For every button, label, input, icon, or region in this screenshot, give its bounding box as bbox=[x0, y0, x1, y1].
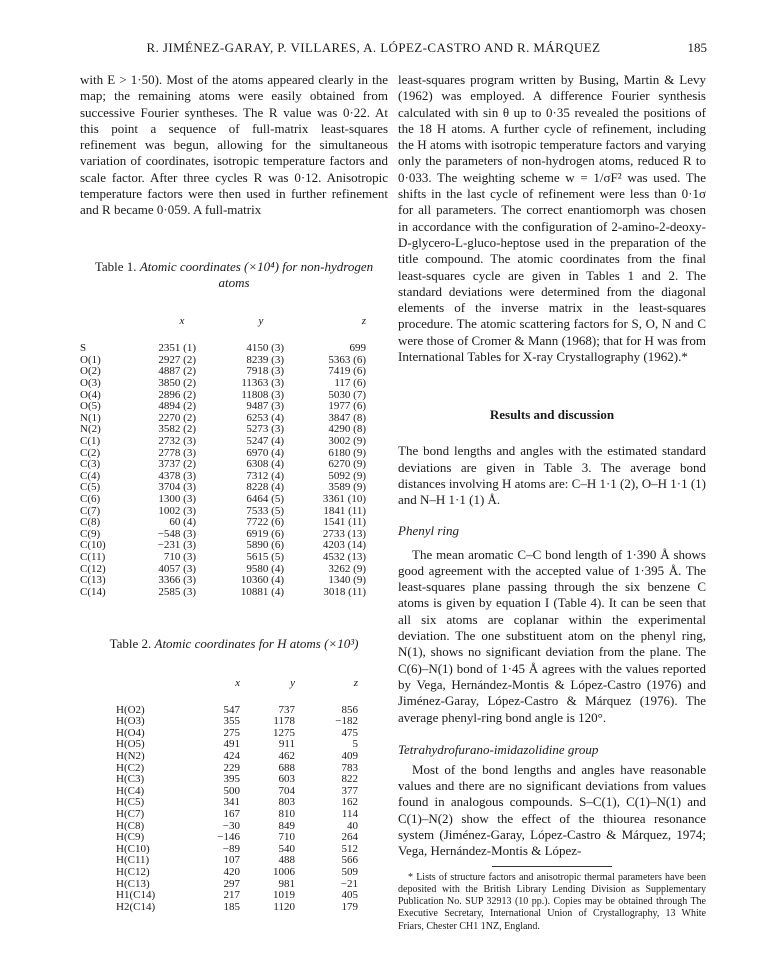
table2-row bbox=[116, 902, 358, 914]
table2-row-cell-atom: H(C8) bbox=[116, 819, 145, 832]
table2-row-cell-y: 704 bbox=[278, 784, 295, 797]
table2-row-cell-y: 849 bbox=[278, 819, 295, 832]
table1-row-cell-x: 60 (4) bbox=[169, 516, 196, 529]
intro-paragraph: with E > 1·50). Most of the atoms appeared clearly in the map; the remaining atoms were easily obtained from successive Fourier syntheses. The R value was 0·22. At this point a sequence of full-matrix least-squares refinement was begun, allowing for the simultaneous variation of coordinates, isotropic temperature factors and scale factor. After three cycles R was 0·12. Anisotropic temperature factors were then used in further refinement and R became 0·059. A full-matrix bbox=[80, 72, 388, 218]
table1-row bbox=[80, 390, 366, 402]
table1-row-cell-atom: O(1) bbox=[80, 353, 101, 366]
table1-row-cell-z: 1977 (6) bbox=[328, 400, 366, 413]
table1-row-cell-atom: N(2) bbox=[80, 423, 101, 436]
table1-row-cell-atom: C(9) bbox=[80, 527, 101, 540]
table2-caption bbox=[80, 636, 388, 652]
table1-row-cell-z: 4532 (13) bbox=[322, 550, 366, 563]
table1-col-x: x bbox=[179, 315, 185, 328]
table1-row-cell-x: 2270 (2) bbox=[158, 411, 196, 424]
table2-row bbox=[116, 809, 358, 821]
table1-row-cell-y: 7722 (6) bbox=[246, 516, 284, 529]
table1-row-cell-y: 8228 (4) bbox=[246, 481, 284, 494]
table2-caption-text: Atomic coordinates for H atoms (×10³) bbox=[154, 636, 359, 652]
table1-row-cell-y: 4150 (3) bbox=[246, 342, 284, 355]
table1-row bbox=[80, 413, 366, 425]
table1-row-cell-y: 6308 (4) bbox=[246, 458, 284, 471]
table2-row-cell-atom: H(O2) bbox=[116, 703, 145, 716]
table1-caption bbox=[80, 259, 388, 292]
table1-row-cell-z: 4290 (8) bbox=[328, 423, 366, 436]
table1-row bbox=[80, 343, 366, 355]
table1-row-cell-z: 4203 (14) bbox=[322, 539, 366, 552]
table1-row-cell-y: 5273 (3) bbox=[246, 423, 284, 436]
table2-row-cell-y: 803 bbox=[278, 796, 295, 809]
table2-h-atom-coordinates bbox=[116, 677, 358, 914]
table2-row-cell-z: 264 bbox=[341, 831, 358, 844]
table2-row-cell-atom: H(C9) bbox=[116, 831, 145, 844]
table2-row-cell-atom: H(O3) bbox=[116, 715, 145, 728]
table2-row-cell-x: 185 bbox=[223, 900, 240, 913]
table1-row-cell-atom: C(6) bbox=[80, 492, 101, 505]
table1-row-cell-y: 10881 (4) bbox=[240, 585, 284, 598]
running-head-authors: R. JIMÉNEZ-GARAY, P. VILLARES, A. LÓPEZ-CASTRO AND R. MÁRQUEZ bbox=[146, 40, 601, 55]
table2-row-cell-atom: H(C7) bbox=[116, 807, 145, 820]
running-header bbox=[80, 40, 707, 58]
table2-row-cell-atom: H(C11) bbox=[116, 854, 150, 867]
table2-row-cell-x: −30 bbox=[222, 819, 240, 832]
table1-row-cell-atom: O(5) bbox=[80, 400, 101, 413]
table1-row-cell-x: 2732 (3) bbox=[158, 435, 196, 448]
table2-row bbox=[116, 751, 358, 763]
table1-row-cell-y: 7312 (4) bbox=[246, 469, 284, 482]
table2-row-cell-y: 462 bbox=[278, 750, 295, 762]
table1-row bbox=[80, 355, 366, 367]
table2-caption-prefix: Table 2. bbox=[109, 636, 152, 652]
table1-row bbox=[80, 436, 366, 448]
table2-row bbox=[116, 832, 358, 844]
table1-row bbox=[80, 587, 366, 599]
table1-row-cell-x: 1002 (3) bbox=[158, 504, 196, 517]
table1-row bbox=[80, 401, 366, 413]
table2-row-cell-z: 509 bbox=[341, 865, 358, 878]
table1-row-cell-y: 10360 (4) bbox=[240, 574, 284, 587]
table2-row-cell-z: 566 bbox=[341, 854, 358, 867]
table1-row-cell-atom: C(11) bbox=[80, 550, 106, 563]
table1-row-cell-atom: C(14) bbox=[80, 585, 106, 598]
table2-row-cell-x: 500 bbox=[223, 784, 240, 797]
table1-row bbox=[80, 459, 366, 471]
table1-row-cell-y: 6919 (6) bbox=[246, 527, 284, 540]
table2-row-cell-z: 179 bbox=[341, 900, 358, 913]
table1-row-cell-atom: C(4) bbox=[80, 469, 101, 482]
table1-row-cell-atom: C(3) bbox=[80, 458, 101, 471]
table2-row-cell-y: 603 bbox=[278, 773, 295, 786]
table1-row-cell-z: 3002 (9) bbox=[328, 435, 366, 448]
table1-row-cell-x: 3704 (3) bbox=[158, 481, 196, 494]
phenyl-ring-paragraph: The mean aromatic C–C bond length of 1·390 Å shows good agreement with the accepted value of 1·395 Å. The least-squares plane passing through the six benzene C atoms is given by equation I (Table 4). It can be seen that all six atoms are coplanar within the experimental deviation. The one substituent atom on the phenyl ring, N(1), shows no significant deviation from the plane. The C(6)–N(1) bond of 1·45 Å agrees with the values reported by Vega, Hernández-Montis & López-Castro (1976) and Jiménez-Garay, López-Castro & Márquez (1976). The average phenyl-ring bond angle is 120°. bbox=[398, 546, 706, 725]
deposition-footnote: * Lists of structure factors and anisotropic thermal parameters have been deposited with the British Library Lending Division as Supplementary Publication No. SUP 32913 (10 pp.). Copies may be obtained through The Executive Secretary, International Union of Crystallography, 13 White Friars, Chester CH1 1NZ, England. bbox=[398, 871, 706, 932]
table1-row-cell-x: 710 (3) bbox=[163, 550, 196, 563]
table2-row-cell-z: −21 bbox=[340, 877, 358, 890]
table1-row-cell-x: 4887 (2) bbox=[158, 365, 196, 378]
table1-row-cell-z: 3589 (9) bbox=[328, 481, 366, 494]
table2-row-cell-y: 1006 bbox=[273, 865, 295, 878]
table1-row-cell-z: 2733 (13) bbox=[322, 527, 366, 540]
table1-row-cell-atom: C(12) bbox=[80, 562, 106, 575]
table2-row-cell-z: 475 bbox=[341, 726, 358, 739]
table1-row-cell-atom: C(5) bbox=[80, 481, 101, 494]
table1-row-cell-x: 4378 (3) bbox=[158, 469, 196, 482]
table2-body bbox=[116, 705, 358, 914]
table2-row-cell-y: 540 bbox=[278, 842, 295, 855]
table1-row-cell-y: 7918 (3) bbox=[246, 365, 284, 378]
table1-row-cell-z: 7419 (6) bbox=[328, 365, 366, 378]
table2-row-cell-x: 355 bbox=[223, 715, 240, 728]
table1-row bbox=[80, 448, 366, 460]
table1-row-cell-z: 3847 (8) bbox=[328, 411, 366, 424]
table1-row-cell-z: 3018 (11) bbox=[323, 585, 366, 598]
table1-row bbox=[80, 366, 366, 378]
table1-row-cell-atom: S bbox=[80, 342, 87, 355]
table1-row-cell-y: 11808 (3) bbox=[241, 388, 284, 401]
table2-row-cell-y: 710 bbox=[278, 831, 295, 844]
table2-row-cell-z: 5 bbox=[352, 738, 358, 751]
table1-row-cell-y: 8239 (3) bbox=[246, 353, 284, 366]
table1-row-cell-x: 2351 (1) bbox=[158, 342, 196, 355]
table2-row-cell-z: 409 bbox=[341, 750, 358, 762]
results-paragraph: The bond lengths and angles with the estimated standard deviations are given in Table 3. The average bond distances involving H atoms are: C–H 1·1 (2), O–H 1·1 (1) and N–H 1·1 (1) Å. bbox=[398, 443, 706, 508]
table1-row-cell-x: 3582 (2) bbox=[158, 423, 196, 436]
table2-row-cell-y: 737 bbox=[278, 703, 295, 716]
table2-header-row bbox=[116, 677, 358, 705]
table2-row-cell-y: 981 bbox=[278, 877, 295, 890]
left-column bbox=[80, 72, 388, 913]
table1-col-z: z bbox=[361, 315, 366, 328]
table2-row-cell-x: 341 bbox=[223, 796, 240, 809]
table1-row-cell-atom: O(3) bbox=[80, 377, 101, 390]
table1-row-cell-y: 9580 (4) bbox=[246, 562, 284, 575]
table2-row-cell-atom: H(O4) bbox=[116, 726, 145, 739]
table1-row-cell-atom: C(7) bbox=[80, 504, 101, 517]
table2-row-cell-x: 275 bbox=[223, 726, 240, 739]
table2-row-cell-x: 167 bbox=[223, 807, 240, 820]
table2-row-cell-y: 488 bbox=[278, 854, 295, 867]
table2-row-cell-atom: H(N2) bbox=[116, 750, 145, 762]
table1-row-cell-z: 1340 (9) bbox=[328, 574, 366, 587]
table1-row bbox=[80, 564, 366, 576]
table2-row-cell-atom: H1(C14) bbox=[116, 889, 156, 902]
table2-col-z: z bbox=[353, 676, 358, 689]
table1-row-cell-z: 6180 (9) bbox=[328, 446, 366, 459]
table2-row-cell-x: −89 bbox=[222, 842, 240, 855]
table1-row-cell-x: 2896 (2) bbox=[158, 388, 196, 401]
table1-row-cell-atom: O(4) bbox=[80, 388, 101, 401]
table1-row-cell-z: 699 bbox=[349, 342, 366, 355]
table2-col-y: y bbox=[290, 676, 295, 689]
table2-row-cell-z: 512 bbox=[341, 842, 358, 855]
table2-row-cell-y: 1178 bbox=[273, 715, 295, 728]
table1-row-cell-z: 6270 (9) bbox=[328, 458, 366, 471]
table1-row-cell-x: 3366 (3) bbox=[158, 574, 196, 587]
table2-row-cell-y: 810 bbox=[278, 807, 295, 820]
table2-row-cell-atom: H(C13) bbox=[116, 877, 150, 890]
table1-header-row bbox=[80, 315, 366, 343]
table1-row bbox=[80, 378, 366, 390]
table1-row-cell-x: 4057 (3) bbox=[158, 562, 196, 575]
footnote-divider bbox=[492, 866, 612, 867]
table1-row-cell-y: 5247 (4) bbox=[246, 435, 284, 448]
table2-row bbox=[116, 867, 358, 879]
table1-row-cell-z: 117 (6) bbox=[334, 377, 366, 390]
table2-row-cell-y: 911 bbox=[278, 738, 295, 751]
thf-imidazolidine-paragraph: Most of the bond lengths and angles have reasonable values and there are no significant deviations from values found in analogous compounds. S–C(1), C(1)–N(1) and C(1)–N(2) show the effect of the thiourea resonance system (Jiménez-Garay, López-Castro & Márquez, 1974; Vega, Hernández-Montis & López- bbox=[398, 761, 706, 859]
table2-row-cell-y: 1019 bbox=[273, 889, 295, 902]
table2-row-cell-z: 377 bbox=[341, 784, 358, 797]
table2-row-cell-x: 229 bbox=[223, 761, 240, 774]
table2-col-x: x bbox=[235, 676, 240, 689]
table1-row-cell-y: 5615 (5) bbox=[246, 550, 284, 563]
page-number: 185 bbox=[687, 40, 707, 55]
table2-row-cell-z: 40 bbox=[347, 819, 358, 832]
results-heading: Results and discussion bbox=[489, 407, 615, 423]
table1-row-cell-z: 5363 (6) bbox=[328, 353, 366, 366]
table2-row-cell-z: 405 bbox=[341, 889, 358, 902]
table2-row-cell-z: −182 bbox=[335, 715, 358, 728]
table1-row-cell-z: 5092 (9) bbox=[328, 469, 366, 482]
table2-row-cell-atom: H(C4) bbox=[116, 784, 145, 797]
table1-row-cell-x: 4894 (2) bbox=[158, 400, 196, 413]
table1-row-cell-z: 3262 (9) bbox=[328, 562, 366, 575]
table1-row-cell-y: 9487 (3) bbox=[246, 400, 284, 413]
table2-row-cell-x: 395 bbox=[223, 773, 240, 786]
table1-row-cell-x: −548 (3) bbox=[157, 527, 196, 540]
table1-row bbox=[80, 552, 366, 564]
table2-row-cell-x: 424 bbox=[223, 750, 240, 762]
table1-caption-text: Atomic coordinates (×10⁴) for non-hydrogen atoms bbox=[139, 258, 374, 290]
table2-row-cell-z: 822 bbox=[341, 773, 358, 786]
table1-row-cell-x: −231 (3) bbox=[157, 539, 196, 552]
table1-row-cell-x: 2927 (2) bbox=[158, 353, 196, 366]
table2-row-cell-z: 162 bbox=[341, 796, 358, 809]
table2-row-cell-x: 547 bbox=[223, 703, 240, 716]
table1-row-cell-y: 5890 (6) bbox=[246, 539, 284, 552]
table1-row-cell-x: 1300 (3) bbox=[158, 492, 196, 505]
table2-row-cell-z: 783 bbox=[341, 761, 358, 774]
table1-row-cell-y: 11363 (3) bbox=[241, 377, 284, 390]
table1-col-y: y bbox=[258, 315, 264, 328]
methods-paragraph: least-squares program written by Busing, Martin & Levy (1962) was employed. A difference Fourier synthesis calculated with sin θ up to 0·35 revealed the positions of the 18 H atoms. A further cycle of refinement, including the H atoms with isotropic temperature factors and varying only the parameters of non-hydrogen atoms, reduced R to 0·033. The weighting scheme w = 1/σF² was used. The shifts in the last cycle of refinement were less than 0·1σ for all parameters. The correct enantiomorph was chosen in accordance with the configuration of 2-amino-2-deoxy-D-glycero-L-gluco-heptose used in the preparation of the title compound. The atomic coordinates from the final least-squares cycle are given in Tables 1 and 2. The standard deviations were determined from the diagonal elements of the inverse matrix in the least-squares procedure. The atomic scattering factors for S, O, N and C were those of Cromer & Mann (1968); that for H was from International Tables for X-ray Crystallography (1962).* bbox=[398, 72, 706, 365]
table2-row-cell-atom: H(C5) bbox=[116, 796, 145, 809]
table2-row-cell-x: 491 bbox=[223, 738, 240, 751]
table1-row-cell-x: 3850 (2) bbox=[158, 377, 196, 390]
table2-row-cell-atom: H(C3) bbox=[116, 773, 145, 786]
thf-imidazolidine-heading: Tetrahydrofurano-imidazolidine group bbox=[398, 741, 599, 757]
table1-row bbox=[80, 575, 366, 587]
table1-row-cell-atom: C(10) bbox=[80, 539, 106, 552]
table2-row-cell-x: −146 bbox=[217, 831, 240, 844]
table2-row-cell-x: 107 bbox=[223, 854, 240, 867]
table1-row-cell-atom: N(1) bbox=[80, 411, 101, 424]
table2-row-cell-atom: H(C12) bbox=[116, 865, 150, 878]
table2-row-cell-atom: H(O5) bbox=[116, 738, 145, 751]
table1-row-cell-atom: O(2) bbox=[80, 365, 101, 378]
table2-row-cell-x: 297 bbox=[223, 877, 240, 890]
table1-row-cell-z: 1841 (11) bbox=[323, 504, 366, 517]
table1-atomic-coordinates bbox=[80, 315, 366, 598]
table1-row-cell-x: 3737 (2) bbox=[158, 458, 196, 471]
table1-row-cell-z: 5030 (7) bbox=[328, 388, 366, 401]
table2-row-cell-atom: H2(C14) bbox=[116, 900, 156, 913]
table1-row-cell-y: 6464 (5) bbox=[246, 492, 284, 505]
table1-row-cell-z: 1541 (11) bbox=[323, 516, 366, 529]
table1-row-cell-atom: C(8) bbox=[80, 516, 101, 529]
table2-row-cell-z: 856 bbox=[341, 703, 358, 716]
table2-col-atom bbox=[116, 677, 194, 705]
table1-caption-prefix: Table 1. bbox=[94, 258, 137, 274]
table1-row-cell-y: 6970 (4) bbox=[246, 446, 284, 459]
table2-row-cell-y: 1120 bbox=[273, 900, 295, 913]
table1-row-cell-y: 7533 (5) bbox=[246, 504, 284, 517]
table2-row-cell-z: 114 bbox=[341, 807, 358, 820]
table1-body bbox=[80, 343, 366, 598]
table1-row-cell-atom: C(13) bbox=[80, 574, 106, 587]
table1-row-cell-y: 6253 (4) bbox=[246, 411, 284, 424]
table1-row-cell-atom: C(1) bbox=[80, 435, 101, 448]
table2-row bbox=[116, 890, 358, 902]
table1-col-atom bbox=[80, 315, 148, 343]
right-column bbox=[398, 72, 706, 933]
table2-row-cell-x: 420 bbox=[223, 865, 240, 878]
phenyl-ring-heading: Phenyl ring bbox=[398, 522, 460, 538]
table1-row-cell-z: 3361 (10) bbox=[322, 492, 366, 505]
table1-row-cell-x: 2778 (3) bbox=[158, 446, 196, 459]
table1-row-cell-atom: C(2) bbox=[80, 446, 101, 459]
table2-row-cell-y: 688 bbox=[278, 761, 295, 774]
table1-row bbox=[80, 494, 366, 506]
table2-row-cell-y: 1275 bbox=[273, 726, 295, 739]
table1-row bbox=[80, 424, 366, 436]
table2-row-cell-atom: H(C2) bbox=[116, 761, 145, 774]
table2-row-cell-atom: H(C10) bbox=[116, 842, 150, 855]
table1-row-cell-x: 2585 (3) bbox=[158, 585, 196, 598]
table2-row-cell-x: 217 bbox=[223, 889, 240, 902]
table1-row bbox=[80, 471, 366, 483]
